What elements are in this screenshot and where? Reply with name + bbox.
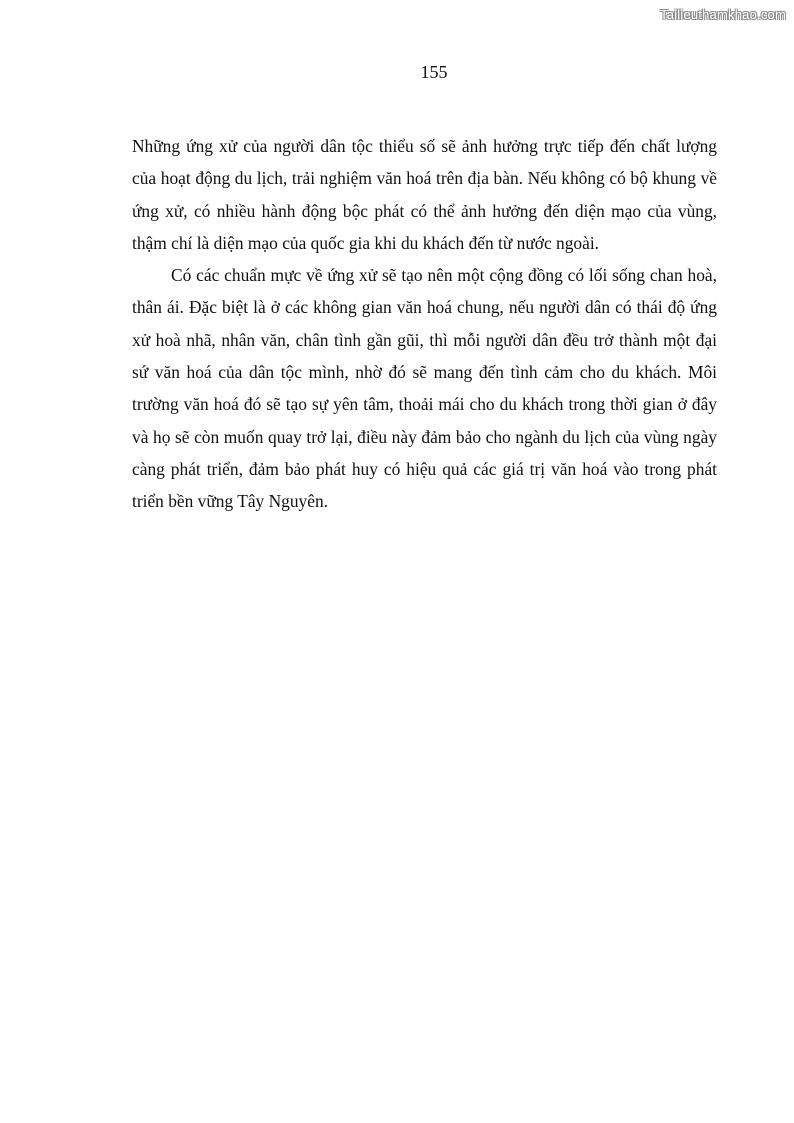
paragraph-2: Có các chuẩn mực về ứng xử sẽ tạo nên một cộng đồng có lối sống chan hoà, thân ái. Đặc biệt là ở các không gian văn hoá chung, nếu người dân có thái độ ứng xử hoà nhã, nhân văn, chân tình gần gũi, thì mỗi người dân đều trở thành một đại sứ văn hoá của dân tộc mình, nhờ đó sẽ mang đến tình cảm cho du khách. Môi trường văn hoá đó sẽ tạo sự yên tâm, thoải mái cho du khách trong thời gian ở đây và họ sẽ còn muốn quay trở lại, điều này đảm bảo cho ngành du lịch của vùng ngày càng phát triển, đảm bảo phát huy có hiệu quả các giá trị văn hoá vào trong phát triển bền vững Tây Nguyên. <box>132 265 717 512</box>
page-number: 155 <box>420 62 448 82</box>
document-body <box>132 130 717 518</box>
watermark: Tailieuthamkhao.com <box>660 7 786 22</box>
paragraph-1: Những ứng xử của người dân tộc thiểu số sẽ ảnh hưởng trực tiếp đến chất lượng của hoạt động du lịch, trải nghiệm văn hoá trên địa bàn. Nếu không có bộ khung về ứng xử, có nhiều hành động bộc phát có thể ảnh hưởng đến diện mạo của vùng, thậm chí là diện mạo của quốc gia khi du khách đến từ nước ngoài. <box>132 136 717 253</box>
